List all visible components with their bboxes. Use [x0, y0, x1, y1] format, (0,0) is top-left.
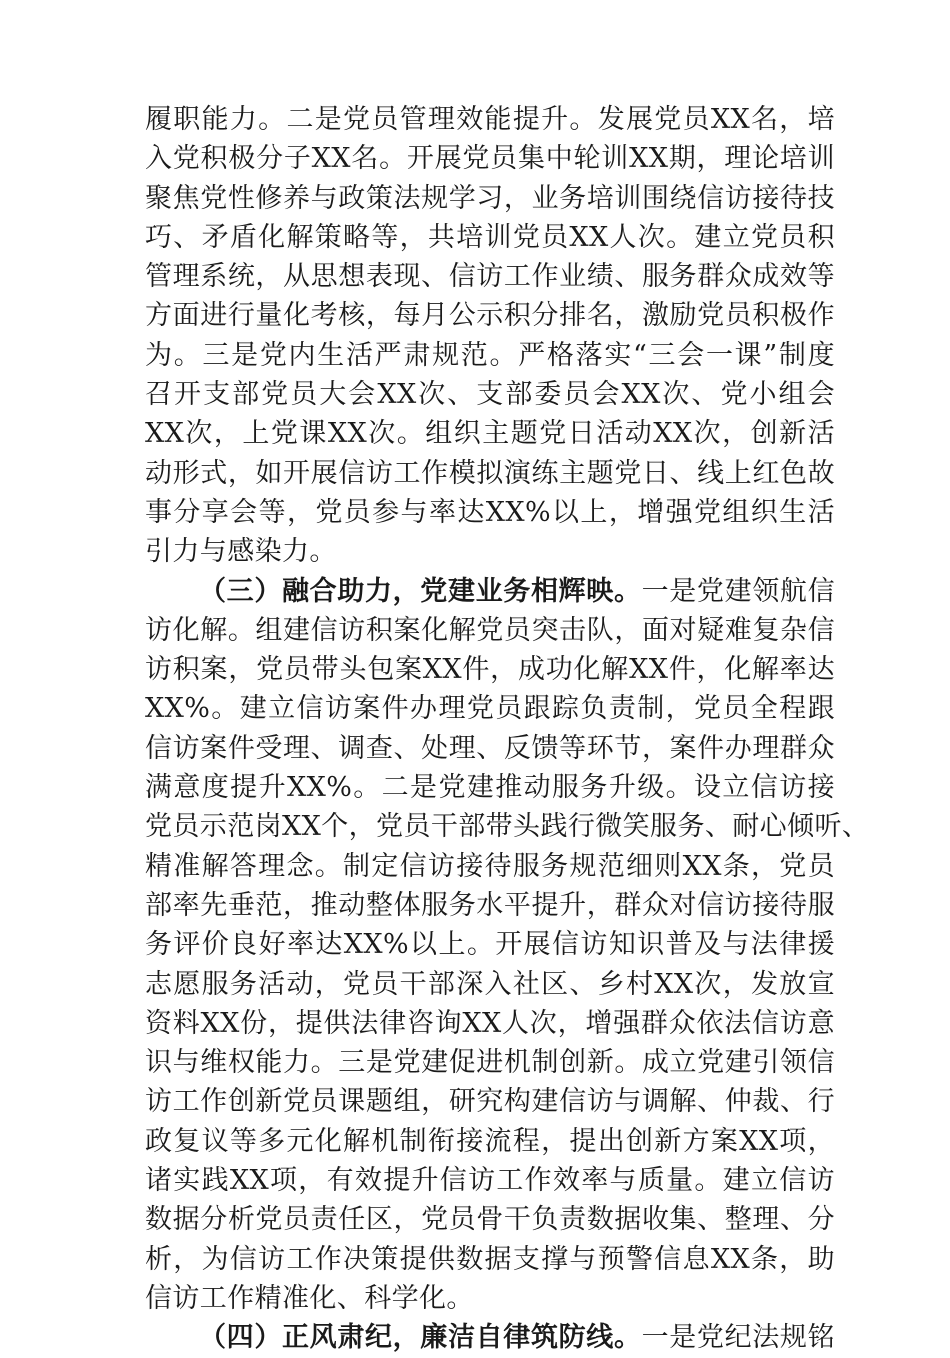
paragraph-text: XX%。建立信访案件办理党员跟踪负责制，党员全程跟 — [145, 693, 835, 725]
paragraph-text: 召开支部党员大会XX次、支部委员会XX次、党小组会 — [145, 379, 835, 411]
paragraph-text: 满意度提升XX%。二是党建推动服务升级。设立信访接 — [145, 772, 835, 804]
text-line — [145, 689, 835, 728]
text-line — [145, 218, 835, 257]
text-line — [145, 925, 835, 964]
text-line — [145, 336, 835, 375]
text-line — [145, 139, 835, 178]
text-line — [145, 296, 835, 335]
paragraph-text: 巧、矛盾化解策略等，共培训党员XX人次。建立党员积 — [145, 221, 835, 253]
paragraph-text: 政复议等多元化解机制衔接流程，提出创新方案XX项， — [145, 1125, 835, 1157]
text-line — [145, 1200, 835, 1239]
text-line — [145, 807, 870, 846]
paragraph-text: 一是党纪法规铭 — [641, 1322, 835, 1354]
paragraph-text: 访化解。组建信访积案化解党员突击队，面对疑难复杂信 — [145, 614, 835, 646]
section-heading: （四）正风肃纪，廉洁自律筑防线。 — [199, 1322, 642, 1354]
text-line — [145, 257, 835, 296]
paragraph-text: 信访工作精准化、科学化。 — [145, 1282, 474, 1314]
text-line — [145, 532, 835, 571]
text-line — [145, 965, 835, 1004]
body-text — [145, 100, 870, 1358]
paragraph-text: 数据分析党员责任区，党员骨干负责数据收集、整理、分 — [145, 1204, 835, 1236]
paragraph-text: 聚焦党性修养与政策法规学习，业务培训围绕信访接待技 — [145, 182, 835, 214]
paragraph-text: 访积案，党员带头包案XX件，成功化解XX件，化解率达 — [145, 654, 835, 686]
text-line — [145, 572, 835, 611]
section-heading: （三）融合助力，党建业务相辉映。 — [199, 575, 642, 607]
text-line — [145, 1043, 835, 1082]
paragraph-text: XX次，上党课XX次。组织主题党日活动XX次，创新活 — [145, 418, 835, 450]
paragraph-text: 管理系统，从思想表现、信访工作业绩、服务群众成效等 — [145, 261, 835, 293]
text-line — [145, 650, 835, 689]
text-line — [145, 1082, 835, 1121]
paragraph-text: 入党积极分子XX名。开展党员集中轮训XX期，理论培训 — [145, 143, 835, 175]
text-line — [145, 1279, 835, 1318]
text-line — [145, 768, 835, 807]
paragraph-text: 一是党建领航信 — [641, 575, 835, 607]
paragraph-text: 履职能力。二是党员管理效能提升。发展党员XX名，培 — [145, 104, 835, 135]
text-line — [145, 611, 835, 650]
text-line — [145, 1161, 835, 1200]
paragraph-text: 为。三是党内生活严肃规范。严格落实“三会一课”制度 — [145, 339, 835, 371]
text-line — [145, 179, 835, 218]
paragraph-text: 精准解答理念。制定信访接待服务规范细则XX条，党员 — [145, 850, 835, 882]
paragraph-text: 析，为信访工作决策提供数据支撑与预警信息XX条，助 — [145, 1243, 835, 1275]
paragraph-text: 部率先垂范，推动整体服务水平提升，群众对信访接待服 — [145, 889, 835, 921]
paragraph-text: 方面进行量化考核，每月公示积分排名，激励党员积极作 — [145, 300, 835, 332]
text-line — [145, 493, 835, 532]
paragraph-text: 资料XX份，提供法律咨询XX人次，增强群众依法信访意 — [145, 1007, 835, 1039]
paragraph-text: 识与维权能力。三是党建促进机制创新。成立党建引领信 — [145, 1047, 835, 1079]
text-line — [145, 729, 835, 768]
paragraph-text: 动形式，如开展信访工作模拟演练主题党日、线上红色故 — [145, 457, 835, 489]
text-line — [145, 375, 835, 414]
paragraph-text: 务评价良好率达XX%以上。开展信访知识普及与法律援 — [145, 929, 835, 961]
text-line — [145, 1122, 835, 1161]
paragraph-text: 访工作创新党员课题组，研究构建信访与调解、仲裁、行 — [145, 1086, 835, 1118]
paragraph-text: 引力与感染力。 — [145, 536, 337, 568]
text-line — [145, 454, 835, 493]
paragraph-text: 事分享会等，党员参与率达XX%以上，增强党组织生活 — [145, 496, 835, 528]
text-line — [145, 847, 835, 886]
paragraph-text: 党员示范岗XX个，党员干部带头践行微笑服务、耐心倾听、 — [145, 811, 870, 843]
paragraph-text: 信访案件受理、调查、处理、反馈等环节，案件办理群众 — [145, 732, 835, 764]
text-line — [145, 1240, 835, 1279]
text-line — [145, 100, 835, 139]
text-line — [145, 1318, 835, 1357]
text-line — [145, 414, 835, 453]
text-line — [145, 1004, 835, 1043]
paragraph-text: 诸实践XX项，有效提升信访工作效率与质量。建立信访 — [145, 1165, 835, 1197]
paragraph-text: 志愿服务活动，党员干部深入社区、乡村XX次，发放宣 — [145, 968, 835, 1000]
text-line — [145, 886, 835, 925]
